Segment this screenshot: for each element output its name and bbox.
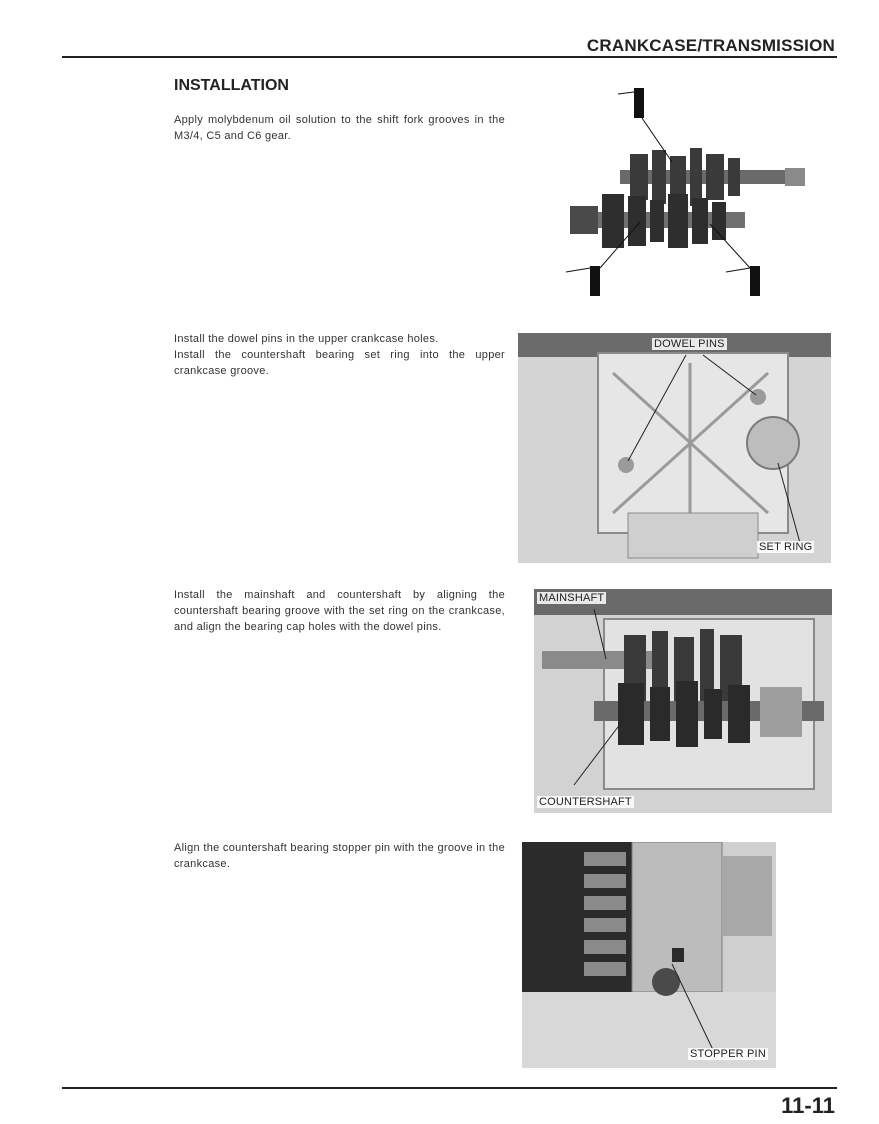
step-4-text [174, 840, 505, 872]
callout-set-ring: SET RING [759, 541, 813, 553]
callout-countershaft: COUNTERSHAFT [539, 796, 632, 808]
step-2-line-2: Install the countershaft bearing set ring into the upper crankcase groove. [174, 349, 505, 377]
section-title: INSTALLATION [174, 77, 289, 94]
step-4-paragraph: Align the countershaft bearing stopper pin with the groove in the crankcase. [174, 842, 505, 870]
step-1-paragraph: Apply molybdenum oil solution to the shift fork grooves in the M3/4, C5 and C6 gear. [174, 114, 505, 142]
step-1-text [174, 112, 505, 144]
gear-shafts-illustration [560, 82, 810, 304]
callout-dowel-pins: DOWEL PINS [654, 338, 725, 350]
callout-stopper-pin: STOPPER PIN [690, 1048, 766, 1060]
callout-mainshaft: MAINSHAFT [539, 592, 605, 604]
page-number: 11-11 [781, 1093, 835, 1118]
running-header: CRANKCASE/TRANSMISSION [586, 36, 835, 55]
stopper-pin-photo [522, 842, 776, 1068]
mainshaft-countershaft-photo [534, 589, 832, 813]
step-3-paragraph: Install the mainshaft and countershaft by aligning the countershaft bearing groove with the set ring on the crankcase, and align the bearing cap holes with the dowel pins. [174, 589, 505, 633]
step-3-text [174, 587, 505, 635]
footer-rule [62, 1087, 837, 1089]
header-rule [62, 56, 837, 58]
step-2-text [174, 331, 505, 379]
upper-crankcase-photo [518, 333, 831, 563]
step-2-line-1: Install the dowel pins in the upper crankcase holes. [174, 333, 439, 345]
